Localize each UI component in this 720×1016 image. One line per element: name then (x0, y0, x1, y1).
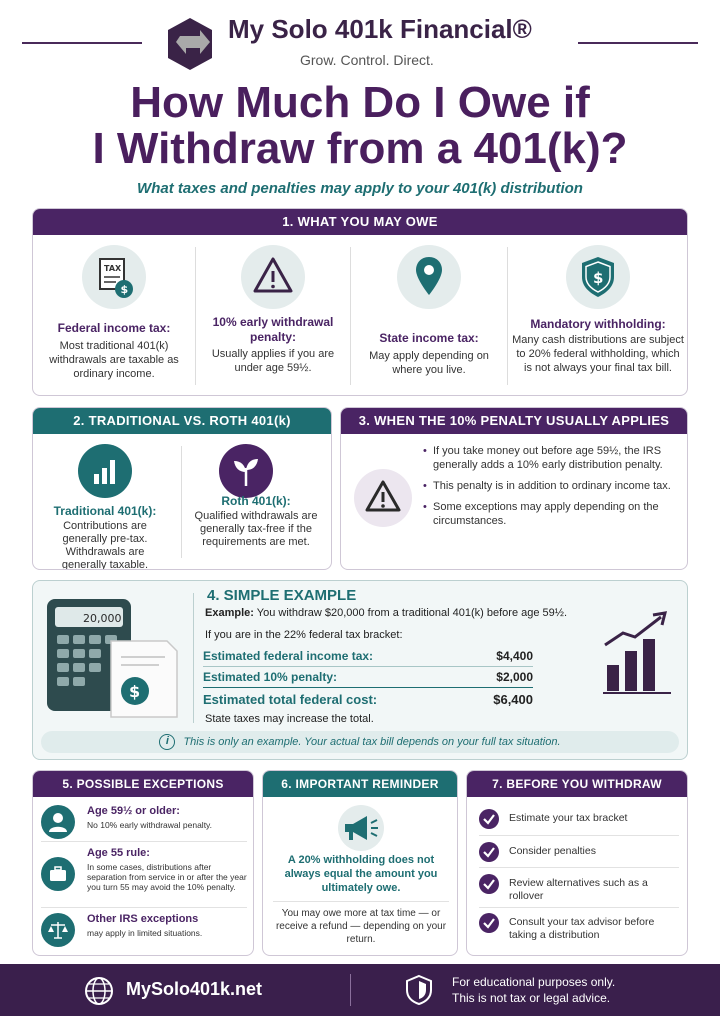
footer-website-link[interactable]: MySolo401k.net (126, 979, 263, 999)
divider (41, 907, 247, 908)
owe-label: 10% early withdrawal penalty: (212, 315, 334, 344)
globe-icon (84, 976, 114, 1006)
section-traditional-vs-roth (32, 407, 332, 570)
disclaimer-line-1: For educational purposes only. (452, 975, 616, 989)
owe-text: Many cash distributions are subject to 20% federal withholding, which is not always your final tax bill. (512, 334, 684, 374)
checklist-text: Review alternatives such as a rollover (509, 877, 648, 902)
exception-text: In some cases, distributions after separation from service in or after the year you turn 55 may avoid the 10% penalty. (87, 862, 247, 892)
exception-item (41, 913, 249, 949)
bar-chart-icon-circle (78, 444, 132, 498)
warning-icon (353, 468, 413, 528)
example-text: You withdraw $20,000 from a traditional 401(k) before age 59½. (256, 607, 568, 619)
example-disclaimer (41, 731, 679, 753)
calculator-icon (39, 593, 189, 723)
total-value: $6,400 (493, 692, 533, 707)
warning-icon (241, 245, 305, 309)
checklist-item (479, 874, 683, 904)
check-icon (479, 913, 499, 933)
estimate-row-federal (203, 649, 533, 663)
megaphone-icon (329, 803, 393, 853)
owe-label: State income tax: (379, 331, 479, 345)
logo-icon (160, 14, 220, 74)
person-icon (41, 805, 75, 839)
shield-icon (404, 974, 434, 1006)
divider (203, 687, 533, 688)
tax-document-icon (82, 245, 146, 309)
exception-item (41, 805, 249, 841)
owe-item-state (351, 235, 507, 396)
penalty-bullet-list (423, 444, 679, 535)
divider (479, 907, 679, 908)
tagline: Grow. Control. Direct. (300, 52, 434, 68)
bar-chart-icon (78, 444, 132, 498)
divider (273, 901, 449, 902)
list-item: • This penalty is in addition to ordinary income tax. (423, 479, 679, 493)
exception-text: may apply in limited situations. (87, 928, 203, 938)
traditional-label: Traditional 401(k): (53, 504, 157, 518)
location-pin-icon (397, 245, 461, 309)
shield-dollar-icon (566, 245, 630, 309)
divider (193, 593, 194, 723)
roth-text: Qualified withdrawals are generally tax-free if the requirements are met. (194, 510, 318, 548)
title-line-2: I Withdraw from a 401(k)? (92, 124, 628, 173)
section-before-you-withdraw (466, 770, 688, 956)
section-what-you-may-owe (32, 208, 688, 396)
bracket-text: If you are in the 22% federal tax bracket: (205, 629, 403, 641)
owe-item-federal (33, 235, 195, 396)
state-note: State taxes may increase the total. (205, 713, 374, 725)
section5-heading: 5. POSSIBLE EXCEPTIONS (33, 771, 253, 797)
header-rule-right (578, 42, 698, 44)
owe-item-withholding (508, 235, 688, 396)
checklist-text: Consult your tax advisor before taking a distribution (509, 916, 655, 941)
estimate-row-penalty (203, 670, 533, 684)
exception-title: Age 59½ or older: (87, 805, 180, 817)
divider (181, 446, 182, 558)
owe-label: Federal income tax: (57, 321, 171, 335)
calculator-display: 20,000 (83, 612, 122, 625)
page-title (0, 80, 720, 172)
info-icon: i (159, 734, 175, 750)
example-line (205, 607, 567, 619)
scales-icon (41, 913, 75, 947)
sprout-icon-circle (219, 444, 273, 498)
check-icon (479, 809, 499, 829)
checklist-item (479, 842, 683, 866)
reminder-sub: You may owe more at tax time — or receive a refund — depending on your return. (275, 908, 447, 945)
checklist-item (479, 913, 683, 943)
sprout-icon (219, 444, 273, 498)
estimate-row-total (203, 692, 533, 707)
header-rule-left (22, 42, 142, 44)
section-simple-example (32, 580, 688, 760)
exception-item (41, 847, 249, 907)
footer (0, 964, 720, 1016)
divider (203, 666, 533, 667)
brand-name: My Solo 401k Financial® (228, 14, 532, 44)
checklist-text: Consider penalties (509, 845, 596, 857)
section-possible-exceptions (32, 770, 254, 956)
briefcase-icon (41, 857, 75, 891)
section1-heading: 1. WHAT YOU MAY OWE (33, 209, 687, 235)
row-value: $2,000 (496, 670, 533, 684)
section7-heading: 7. BEFORE YOU WITHDRAW (467, 771, 687, 797)
owe-label: Mandatory withholding: (530, 317, 666, 331)
svg-text:$: $ (593, 269, 604, 287)
exception-text: No 10% early withdrawal penalty. (87, 820, 213, 830)
header (0, 0, 720, 80)
divider (479, 835, 679, 836)
list-item: • If you take money out before age 59½, the IRS generally adds a 10% early distribution penalty. (423, 444, 679, 472)
divider (350, 974, 351, 1006)
tax-badge: TAX (104, 264, 122, 273)
page-subtitle: What taxes and penalties may apply to your 401(k) distribution (137, 180, 583, 197)
disclaimer-line-2: This is not tax or legal advice. (452, 991, 611, 1005)
footer-disclaimer (452, 974, 615, 1006)
row-value: $4,400 (496, 649, 533, 663)
owe-text: Most traditional 401(k) withdrawals are taxable as ordinary income. (49, 340, 179, 380)
section-important-reminder (262, 770, 458, 956)
disclaimer-text: This is only an example. Your actual tax bill depends on your full tax situation. (183, 736, 561, 748)
owe-text: Usually applies if you are under age 59½. (211, 348, 335, 374)
section3-heading: 3. WHEN THE 10% PENALTY USUALLY APPLIES (341, 408, 687, 434)
exception-title: Age 55 rule: (87, 847, 150, 859)
row-label: Estimated 10% penalty: (203, 670, 338, 684)
owe-text: May apply depending on where you live. (369, 350, 489, 376)
list-item: • Some exceptions may apply depending on the circumstances. (423, 500, 679, 528)
title-line-1: How Much Do I Owe if (130, 78, 590, 127)
total-label: Estimated total federal cost: (203, 692, 378, 707)
section2-heading: 2. TRADITIONAL VS. ROTH 401(k) (33, 408, 331, 434)
check-icon (479, 842, 499, 862)
row-label: Estimated federal income tax: (203, 649, 374, 663)
exception-title: Other IRS exceptions (87, 913, 199, 925)
check-icon (479, 874, 499, 894)
svg-text:$: $ (129, 682, 141, 701)
traditional-text: Contributions are generally pre-tax. Withdrawals are generally taxable. (61, 520, 149, 570)
checklist-text: Estimate your tax bracket (509, 812, 628, 824)
example-label: Example: (205, 607, 254, 619)
svg-text:$: $ (120, 283, 129, 296)
owe-item-penalty (196, 235, 350, 396)
divider (41, 841, 247, 842)
reminder-main: A 20% withholding does not always equal the amount you ultimately owe. (284, 854, 438, 894)
roth-label: Roth 401(k): (221, 494, 291, 508)
divider (479, 867, 679, 868)
section-penalty-applies (340, 407, 688, 570)
checklist-item (479, 809, 683, 833)
growth-chart-icon (599, 605, 675, 701)
section4-heading: 4. SIMPLE EXAMPLE (207, 587, 357, 604)
section6-heading: 6. IMPORTANT REMINDER (263, 771, 457, 797)
